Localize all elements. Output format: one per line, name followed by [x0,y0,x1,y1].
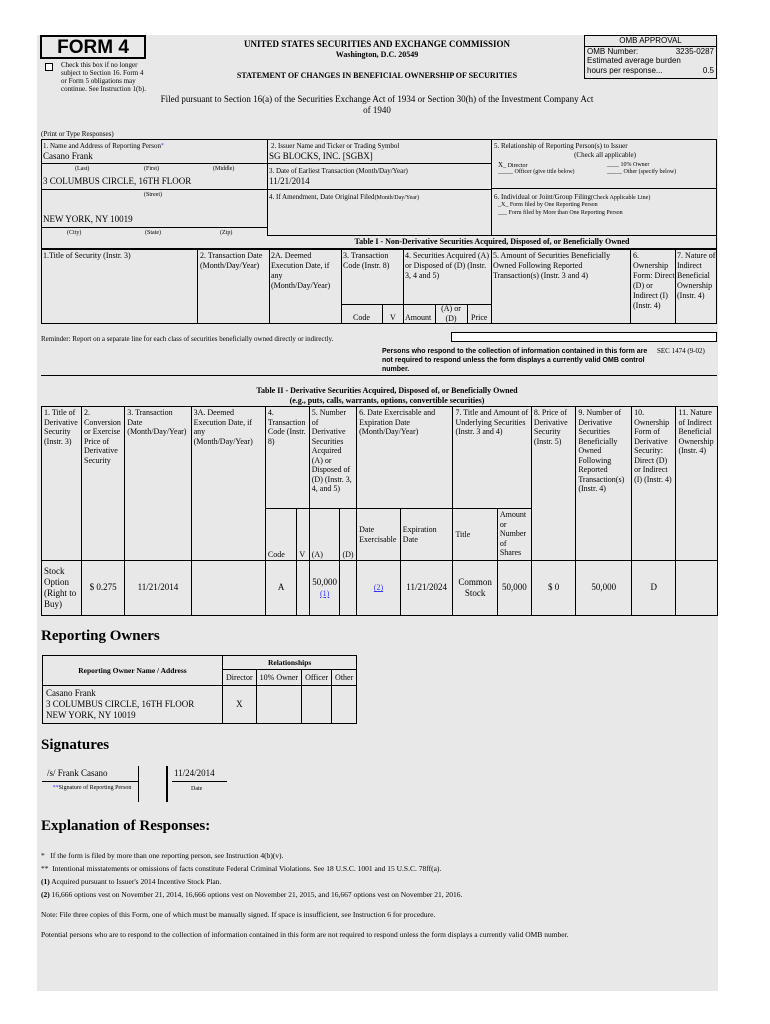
t1-price: Price [471,313,488,322]
t2-h11: 11. Nature of Indirect Beneficial Ownership (Instr. 4) [676,407,718,561]
t2-h2: 2. Conversion or Exercise Price of Derivative Security [82,407,125,561]
sec-code: SEC 1474 (9-02) [657,347,705,355]
ro-col-director: Director [223,670,257,686]
t2-r-u-title: Common Stock [453,561,497,616]
ro-director-mark: X [223,686,257,724]
box5-sub: (Check all applicable) [574,151,636,159]
t2-r-deemed [191,561,265,616]
table2 [41,406,718,616]
explanation-note1: * If the form is filed by more than one reporting person, see Instruction 4(b)(v). [41,851,284,860]
t2-h10: 10. Ownership Form of Derivative Security: Direct (D) or Indirect (I) (Instr. 4) [632,407,676,561]
t2-r-u-amount: 50,000 [497,561,531,616]
t2-h3: 3. Transaction Date (Month/Day/Year) [125,407,191,561]
signature-label: **Signature of Reporting Person [52,785,132,791]
middle-label: (Middle) [213,166,235,172]
signatures-heading: Signatures [41,737,110,753]
ro-owner-street: 3 COLUMBUS CIRCLE, 16TH FLOOR [46,699,195,709]
potential-persons: Potential persons who are to respond to the collection of information contained in this form are not required to respond unless the form displays a currently valid OMB number. [41,930,569,939]
check-box-text: Check this box if no longer subject to Section 16. Form 4 or Form 5 obligations may continue. See Instruction 1(b). [61,61,146,93]
agency-location: Washington, D.C. 20549 [335,50,419,59]
persons-notice: Persons who respond to the collection of information contained in this form are not required to respond unless the form displays a currently valid OMB control number. [382,348,648,373]
table2-title: Table II - Derivative Securities Acquired, Disposed of, or Beneficially Owned [256,386,518,395]
ro-relationships: Relationships [223,656,357,670]
t2-h1: 1. Title of Derivative Security (Instr. 3) [42,407,82,561]
city-label: (City) [67,230,82,236]
issuer-name-ticker: SG BLOCKS, INC. [SGBX] [269,151,373,161]
t2-s-date-ex: Date Exercisable [357,509,401,561]
omb-hours-label: hours per response... [587,65,663,75]
t2-s-d: (D) [340,509,357,561]
date-label: Date [191,786,203,792]
omb-hours: 0.5 [702,65,714,75]
director-option: X_ Director [498,161,528,169]
t1-code: Code [353,313,370,322]
other-option: _____ Other (specify below) [607,169,677,175]
t2-h8: 8. Price of Derivative Security (Instr. 5) [531,407,575,561]
no-longer-subject-checkbox[interactable] [45,63,53,71]
state-label: (State) [145,230,161,236]
table1-title: Table I - Non-Derivative Securities Acquired, Disposed of, or Beneficially Owned [354,237,630,246]
omb-number-label: OMB Number: [587,46,639,56]
footnote-1-link[interactable]: (1) [319,589,330,598]
box1-label: 1. Name and Address of Reporting Person* [43,142,165,150]
ro-col-10pct: 10% Owner [256,670,301,686]
t2-r-nature [676,561,718,616]
t2-s-code: Code [265,509,296,561]
zip-label: (Zip) [220,230,233,236]
t2-r-code: A [265,561,296,616]
note-three-copies: Note: File three copies of this Form, one of which must be manually signed. If space is insufficient, see Instruction 6 for procedure. [41,910,436,919]
t1-col3: 3. Transaction Code (Instr. 8) [343,251,390,270]
t2-s-title: Title [453,509,497,561]
box4-label: 4. If Amendment, Date Original Filed(Month/Day/Year) [269,193,419,201]
t1-col6: 6. Ownership Form: Direct (D) or Indirect (I) (Instr. 4) [633,251,675,310]
t2-r-price: $ 0 [531,561,575,616]
t2-r-date-ex [357,561,401,616]
t1-v: V [390,313,396,322]
city-value: NEW YORK, NY 10019 [43,214,133,224]
t2-h7: 7. Title and Amount of Underlying Securities (Instr. 3 and 4) [453,407,531,509]
print-or-type: (Print or Type Responses) [41,130,114,138]
form-label: FORM 4 [40,35,146,59]
t1-col1: 1.Title of Security (Instr. 3) [43,251,131,260]
officer-option: _____ Officer (give title below) [498,169,575,175]
t2-r-d [340,561,357,616]
t1-col2: 2. Transaction Date (Month/Day/Year) [200,251,263,270]
footnote-2: (2) 16,666 options vest on November 21, 2014, 16,666 options vest on November 21, 2015, and 16,667 options vest on November 21, 2016. [41,890,463,899]
t2-r-form: D [632,561,676,616]
footnote-2-link[interactable]: (2) [373,583,384,593]
ro-owner-cell [43,686,223,724]
omb-title: OMB APPROVAL [585,36,716,47]
t2-r-owned: 50,000 [576,561,632,616]
signer-name: /s/ Frank Casano [47,768,108,778]
t1-col2a: 2A. Deemed Execution Date, if any (Month/Day/Year) [271,251,331,290]
reminder-box [451,332,717,342]
t2-r-exp: 11/21/2024 [400,561,453,616]
t2-s-a: (A) [309,509,340,561]
ro-col-officer: Officer [302,670,332,686]
t1-col7: 7. Nature of Indirect Beneficial Ownership (Instr. 4) [677,251,716,300]
box3-label: 3. Date of Earliest Transaction (Month/Day/Year) [269,167,408,175]
ro-col-name: Reporting Owner Name / Address [43,656,223,686]
t2-r-a: 50,000 (1) [309,561,340,616]
one-person-option: _X_ Form filed by One Reporting Person [498,202,598,208]
reporting-owners-table [42,655,357,724]
ro-owner-city: NEW YORK, NY 10019 [46,710,136,720]
t2-h4: 4. Transaction Code (Instr. 8) [265,407,309,509]
box6-label: 6. Individual or Joint/Group Filing(Check Applicable Line) [494,193,651,201]
more-person-option: ___ Form filed by More than One Reporting Person [498,210,623,216]
t2-s-v: V [297,509,309,561]
table2-subtitle: (e.g., puts, calls, warrants, options, convertible securities) [289,396,485,405]
t2-h9: 9. Number of Derivative Securities Beneficially Owned Following Reported Transaction(s) (Instr. 4) [576,407,632,561]
reporting-owners-heading: Reporting Owners [41,628,160,644]
footnote-1: (1) Acquired pursuant to Issuer's 2014 Incentive Stock Plan. [41,877,222,886]
street-label: (Street) [144,192,162,198]
t2-h6: 6. Date Exercisable and Expiration Date (Month/Day/Year) [357,407,453,509]
t2-h3a: 3A. Deemed Execution Date, if any (Month/Day/Year) [191,407,265,561]
t2-r-date: 11/21/2014 [125,561,191,616]
statement-title: STATEMENT OF CHANGES IN BENEFICIAL OWNERSHIP OF SECURITIES [236,71,518,80]
agency-title: UNITED STATES SECURITIES AND EXCHANGE COMMISSION [244,39,510,49]
ten-pct-option: ____ 10% Owner [607,162,650,168]
ro-col-other: Other [332,670,357,686]
t2-data-row [42,561,718,616]
signature-date: 11/24/2014 [174,768,215,778]
explanation-heading: Explanation of Responses: [41,818,211,834]
ro-owner-name: Casano Frank [46,688,96,698]
earliest-transaction-date: 11/21/2014 [269,176,310,186]
t1-aord: (A) or (D) [441,304,461,323]
t1-amount: Amount [405,313,432,322]
t2-s-exp: Expiration Date [400,509,453,561]
box5-label: 5. Relationship of Reporting Person(s) to Issuer [494,142,628,150]
director-check-mark: X [498,161,504,169]
omb-burden-label: Estimated average burden [587,56,681,65]
box2-label: 2. Issuer Name and Ticker or Trading Symbol [271,142,400,150]
omb-approval-box [584,35,717,79]
explanation-note2: ** Intentional misstatements or omissions of facts constitute Federal Criminal Violations. See 18 U.S.C. 1001 and 15 U.S.C. 78ff(a). [41,864,442,873]
first-label: (First) [144,166,159,172]
street-value: 3 COLUMBUS CIRCLE, 16TH FLOOR [43,176,192,186]
last-label: (Last) [75,166,90,172]
t1-col5: 5. Amount of Securities Beneficially Owned Following Reported Transaction(s) (Instr. 3 and 4) [493,251,611,280]
reporting-person-name: Casano Frank [43,151,93,161]
t2-r-v [297,561,309,616]
omb-number: 3235-0287 [675,46,714,56]
t2-r-title: Stock Option (Right to Buy) [42,561,82,616]
reminder-text: Reminder: Report on a separate line for each class of securities beneficially owned directly or indirectly. [41,335,334,343]
t2-h5: 5. Number of Derivative Securities Acquired (A) or Disposed of (D) (Instr. 3, 4, and 5) [309,407,356,509]
t1-col4: 4. Securities Acquired (A) or Disposed of (D) (Instr. 3, 4 and 5) [405,251,489,280]
t2-s-amount: Amount or Number of Shares [497,509,531,561]
form-page [37,35,718,991]
t2-r-conv: $ 0.275 [82,561,125,616]
filed-pursuant: Filed pursuant to Section 16(a) of the Securities Exchange Act of 1934 or Section 30(h) of the Investment Company Act of 1940 [160,94,594,115]
